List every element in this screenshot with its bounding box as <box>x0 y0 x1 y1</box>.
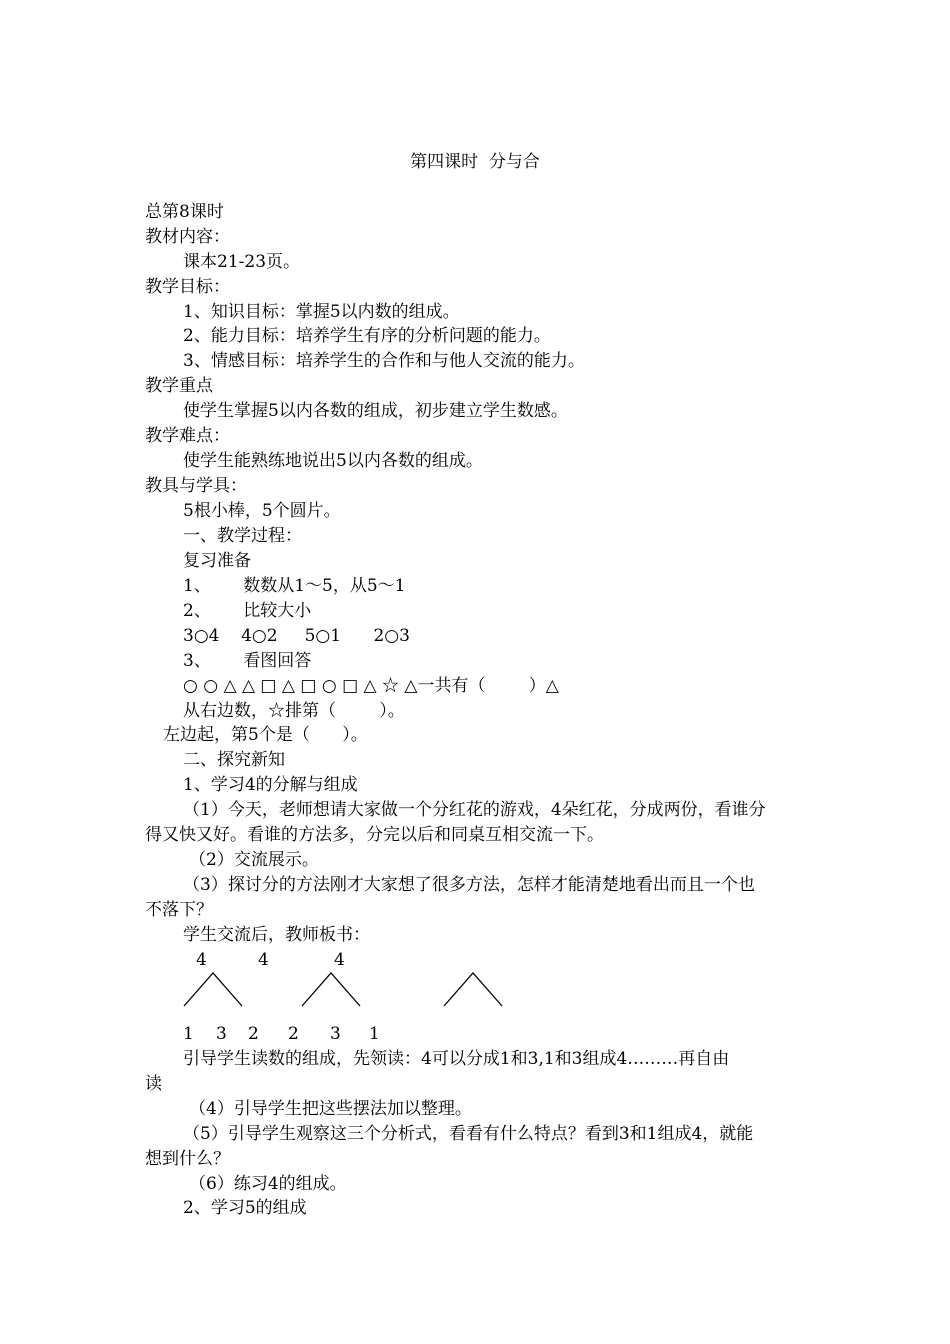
text-line: 1、学习4的分解与组成 <box>183 775 358 795</box>
text-line: ○ ○ △ △ □ △ □ ○ □ △ ☆ △一共有（ ）△ <box>183 676 559 696</box>
text-line: 使学生能熟练地说出5以内各数的组成。 <box>183 451 483 471</box>
text-line: 引导学生读数的组成，先领读：4可以分成1和3,1和3组成4………再自由 <box>183 1049 730 1069</box>
text-line: 2、能力目标：培养学生有序的分析问题的能力。 <box>183 326 551 346</box>
text-line: （5）引导学生观察这三个分析式，看看有什么特点？看到3和1组成4，就能 <box>183 1124 754 1144</box>
diagram-top-number: 4 <box>334 950 345 970</box>
diagram-top-number: 4 <box>258 950 269 970</box>
text-line: 2、学习5的组成 <box>183 1198 307 1218</box>
decomposition-branch <box>180 970 246 1008</box>
text-line: 总第8课时 <box>145 202 224 222</box>
text-line: 教具与学具： <box>145 476 247 496</box>
diagram-bottom-number: 2 <box>288 1024 299 1044</box>
text-line: （1）今天，老师想请大家做一个分红花的游戏，4朵红花，分成两份，看谁分 <box>183 800 766 820</box>
text-line: 3、 看图回答 <box>183 651 312 671</box>
text-line: 3○4 4○2 5○1 2○3 <box>183 626 410 646</box>
text-line: 1、 数数从1～5，从5～1 <box>183 576 406 596</box>
text-line: 3、情感目标：培养学生的合作和与他人交流的能力。 <box>183 351 585 371</box>
diagram-bottom-number: 2 <box>248 1024 259 1044</box>
text-line: 读 <box>145 1074 162 1094</box>
text-line: （3）探讨分的方法刚才大家想了很多方法，怎样才能清楚地看出而且一个也 <box>183 875 755 895</box>
text-line: 一、教学过程： <box>183 526 302 546</box>
diagram-bottom-number: 1 <box>369 1024 380 1044</box>
text-line: 得又快又好。看谁的方法多，分完以后和同桌互相交流一下。 <box>145 825 604 845</box>
text-line: （6）练习4的组成。 <box>189 1174 347 1194</box>
text-line: （2）交流展示。 <box>189 850 319 870</box>
text-line: 不落下？ <box>145 900 213 920</box>
text-line: 左边起，第5个是（ ）。 <box>163 725 368 745</box>
text-line: 想到什么？ <box>145 1149 230 1169</box>
text-line: 教学重点 <box>145 376 213 396</box>
text-line: 2、 比较大小 <box>183 601 312 621</box>
text-line: 从右边数，☆排第（ ）。 <box>183 701 405 721</box>
diagram-bottom-number: 3 <box>330 1024 341 1044</box>
text-line: 二、探究新知 <box>183 750 285 770</box>
decomposition-branch <box>298 970 364 1008</box>
text-line: 5根小棒，5个圆片。 <box>183 501 341 521</box>
page-title: 第四课时 分与合 <box>410 152 540 172</box>
text-line: 学生交流后，教师板书： <box>183 925 370 945</box>
text-line: （4）引导学生把这些摆法加以整理。 <box>189 1099 472 1119</box>
diagram-top-number: 4 <box>196 950 207 970</box>
text-line: 教材内容： <box>145 227 230 247</box>
diagram-bottom-number: 1 <box>183 1024 194 1044</box>
text-line: 教学难点： <box>145 426 230 446</box>
text-line: 课本21-23页。 <box>183 252 301 272</box>
text-line: 1、知识目标：掌握5以内数的组成。 <box>183 302 460 322</box>
decomposition-branch <box>440 970 506 1008</box>
text-line: 教学目标： <box>145 277 230 297</box>
diagram-bottom-number: 3 <box>216 1024 227 1044</box>
text-line: 使学生掌握5以内各数的组成，初步建立学生数感。 <box>183 401 568 421</box>
text-line: 复习准备 <box>183 551 251 571</box>
